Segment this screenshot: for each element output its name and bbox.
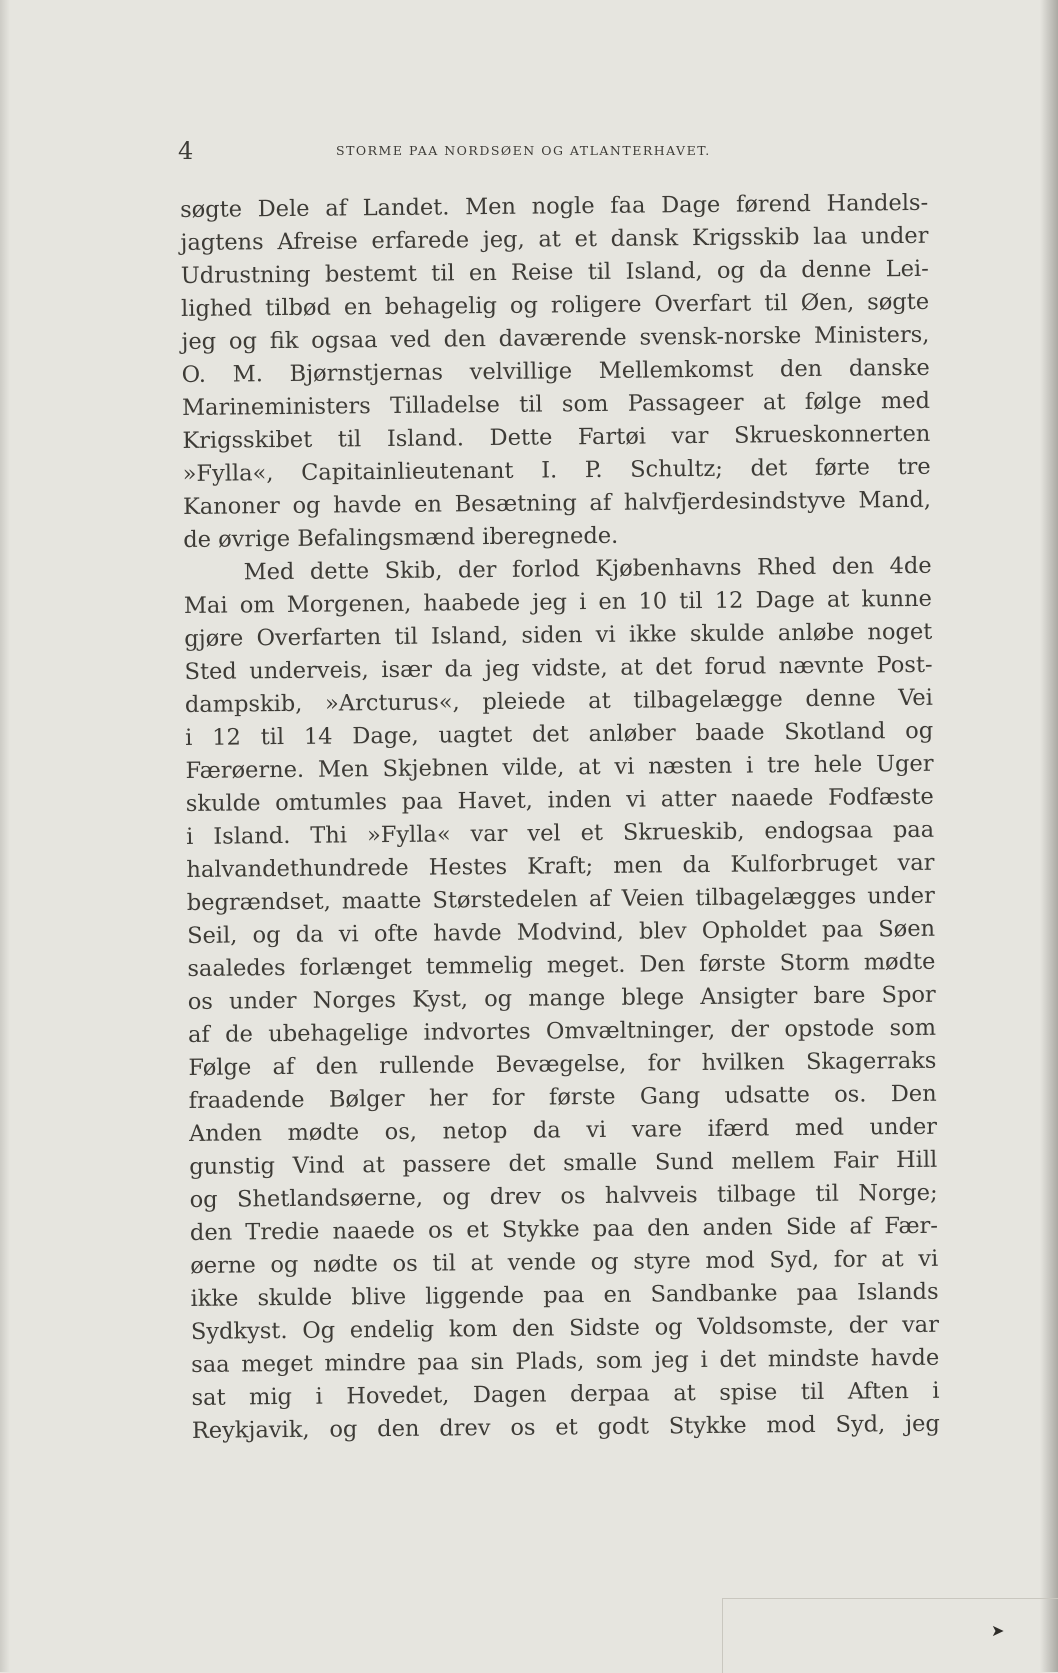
text-line: øerne og nødte os til at vende og styre mod Syd, for at vi bbox=[190, 1245, 939, 1279]
text-line: og Shetlandsøerne, og drev os halvveis tilbage til Norge; bbox=[189, 1179, 938, 1213]
text-line: dampskib, »Arcturus«, pleiede at tilbagelægge denne Vei bbox=[184, 684, 933, 718]
body-text bbox=[180, 187, 940, 1448]
text-line: saa meget mindre paa sin Plads, som jeg i det mindste havde bbox=[191, 1344, 940, 1378]
text-line: af de ubehagelige indvortes Omvæltninger, der opstode som bbox=[187, 1014, 937, 1048]
text-line: Mai om Morgenen, haabede jeg i en 10 til 12 Dage at kunne bbox=[183, 585, 933, 619]
text-line: skulde omtumles paa Havet, inden vi atter naaede Fodfæste bbox=[185, 783, 934, 817]
text-line: Seil, og da vi ofte havde Modvind, blev Opholdet paa Søen bbox=[186, 915, 936, 949]
text-line: Krigsskibet til Island. Dette Fartøi var Skrueskonnerten bbox=[182, 420, 931, 454]
page-left-edge-shadow bbox=[0, 0, 10, 1672]
text-line: os under Norges Kyst, og mange blege Ansigter bare Spor bbox=[187, 981, 936, 1015]
text-line: Anden mødte os, netop da vi vare ifærd med under bbox=[188, 1113, 938, 1147]
text-line: i 12 til 14 Dage, uagtet det anløber baade Skotland og bbox=[185, 717, 934, 751]
text-line: halvandethundrede Hestes Kraft; men da Kulforbruget var bbox=[186, 849, 935, 883]
text-line: begrændset, maatte Størstedelen af Veien tilbagelægges under bbox=[186, 882, 935, 916]
text-line: gunstig Vind at passere det smalle Sund mellem Fair Hill bbox=[189, 1146, 938, 1180]
page-header bbox=[178, 136, 938, 166]
text-line: Sydkyst. Og endelig kom den Sidste og Voldsomste, der var bbox=[190, 1311, 940, 1345]
text-line: Udrustning bestemt til en Reise til Island, og da denne Lei- bbox=[180, 255, 929, 289]
text-line: søgte Dele af Landet. Men nogle faa Dage førend Handels- bbox=[180, 189, 929, 223]
text-line: gjøre Overfarten til Island, siden vi ikke skulde anløbe noget bbox=[184, 618, 933, 652]
text-line: lighed tilbød en behagelig og roligere Overfart til Øen, søgte bbox=[180, 288, 930, 322]
page-right-edge-shadow bbox=[1040, 0, 1058, 1672]
text-line: Reykjavik, og den drev os et godt Stykke mod Syd, jeg bbox=[191, 1410, 940, 1444]
text-line: Færøerne. Men Skjebnen vilde, at vi næsten i tre hele Uger bbox=[185, 750, 934, 784]
paragraph-start-line: Med dette Skib, der forlod Kjøbenhavns Rhed den 4de bbox=[243, 552, 932, 586]
text-line: »Fylla«, Capitainlieutenant I. P. Schultz; det førte tre bbox=[182, 453, 931, 487]
text-line: Marineministers Tilladelse til som Passageer at følge med bbox=[181, 387, 931, 421]
text-line: fraadende Bølger her for første Gang udsatte os. Den bbox=[188, 1080, 937, 1114]
text-line: ikke skulde blive liggende paa en Sandbanke paa Islands bbox=[190, 1278, 939, 1312]
text-line: O. M. Bjørnstjernas velvillige Mellemkomst den danske bbox=[181, 354, 930, 388]
text-line: saaledes forlænget temmelig meget. Den første Storm mødte bbox=[187, 948, 936, 982]
running-head: STORME PAA NORDSØEN OG ATLANTERHAVET. bbox=[336, 143, 711, 158]
corner-arrow-icon: ➤ bbox=[991, 1621, 1005, 1640]
text-line: Sted underveis, især da jeg vidste, at det forud nævnte Post- bbox=[184, 651, 933, 685]
page-corner-fold bbox=[722, 1598, 1058, 1673]
text-line: jeg og fik ogsaa ved den daværende svensk-norske Ministers, bbox=[181, 321, 930, 355]
text-line: den Tredie naaede os et Stykke paa den anden Side af Fær- bbox=[189, 1212, 939, 1246]
text-line: de øvrige Befalingsmænd iberegnede. bbox=[183, 522, 619, 553]
text-line: jagtens Afreise erfarede jeg, at et dansk Krigsskib laa under bbox=[180, 222, 929, 256]
text-line: sat mig i Hovedet, Dagen derpaa at spise til Aften i bbox=[191, 1377, 940, 1411]
page-number: 4 bbox=[178, 137, 194, 165]
text-line: Kanoner og havde en Besætning af halvfjerdesindstyve Mand, bbox=[182, 486, 932, 520]
text-line: Følge af den rullende Bevægelse, for hvilken Skagerraks bbox=[188, 1047, 937, 1081]
text-line: i Island. Thi »Fylla« var vel et Skrueskib, endogsaa paa bbox=[186, 816, 935, 850]
